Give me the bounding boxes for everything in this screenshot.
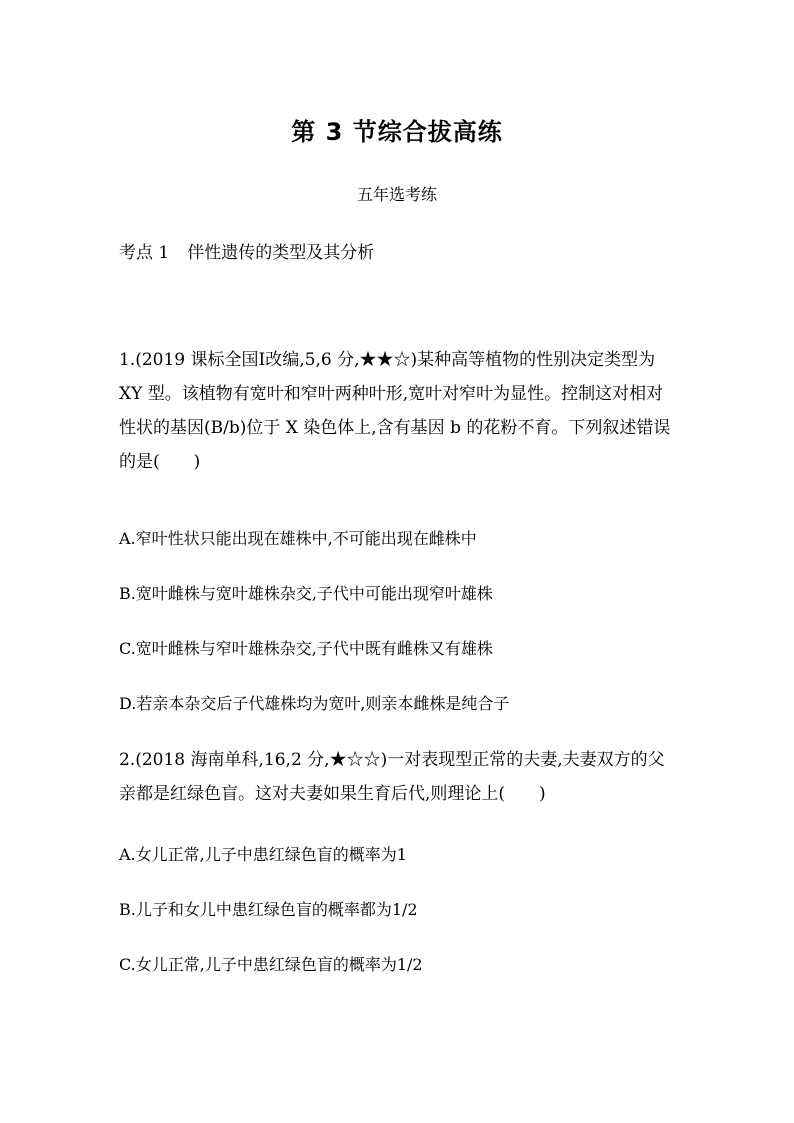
section-label: 考点 1 <box>119 243 170 263</box>
page-title: 第 3 节综合拔高练 <box>291 118 503 146</box>
question-1-option-a: A.窄叶性状只能出现在雄株中,不可能出现在雌株中 <box>119 529 477 548</box>
question-1-option-c: C.宽叶雌株与窄叶雄株杂交,子代中既有雌株又有雄株 <box>119 639 493 658</box>
section-heading <box>119 238 374 263</box>
question-2-option-a: A.女儿正常,儿子中患红绿色盲的概率为1 <box>119 845 407 864</box>
page-subtitle: 五年选考练 <box>356 185 437 204</box>
question-1-option-b: B.宽叶雌株与宽叶雄株杂交,子代中可能出现窄叶雄株 <box>119 584 493 603</box>
question-1-stem: 1.(2019 课标全国Ⅰ改编,5,6 分,★★☆)某种高等植物的性别决定类型为 XY 型。该植物有宽叶和窄叶两种叶形,宽叶对窄叶为显性。控制这对相对性状的基因(B/b)位于 X 染色体上,含有基因 b 的花粉不育。下列叙述错误的是( ) <box>119 350 671 472</box>
question-2-option-b: B.儿子和女儿中患红绿色盲的概率都为1/2 <box>119 900 418 919</box>
question-1-option-d: D.若亲本杂交后子代雄株均为宽叶,则亲本雌株是纯合子 <box>119 694 510 713</box>
section-name: 伴性遗传的类型及其分析 <box>187 243 375 263</box>
question-2-stem: 2.(2018 海南单科,16,2 分,★☆☆)一对表现型正常的夫妻,夫妻双方的父亲都是红绿色盲。这对夫妻如果生育后代,则理论上( ) <box>119 750 665 804</box>
question-2-option-c: C.女儿正常,儿子中患红绿色盲的概率为1/2 <box>119 955 423 974</box>
